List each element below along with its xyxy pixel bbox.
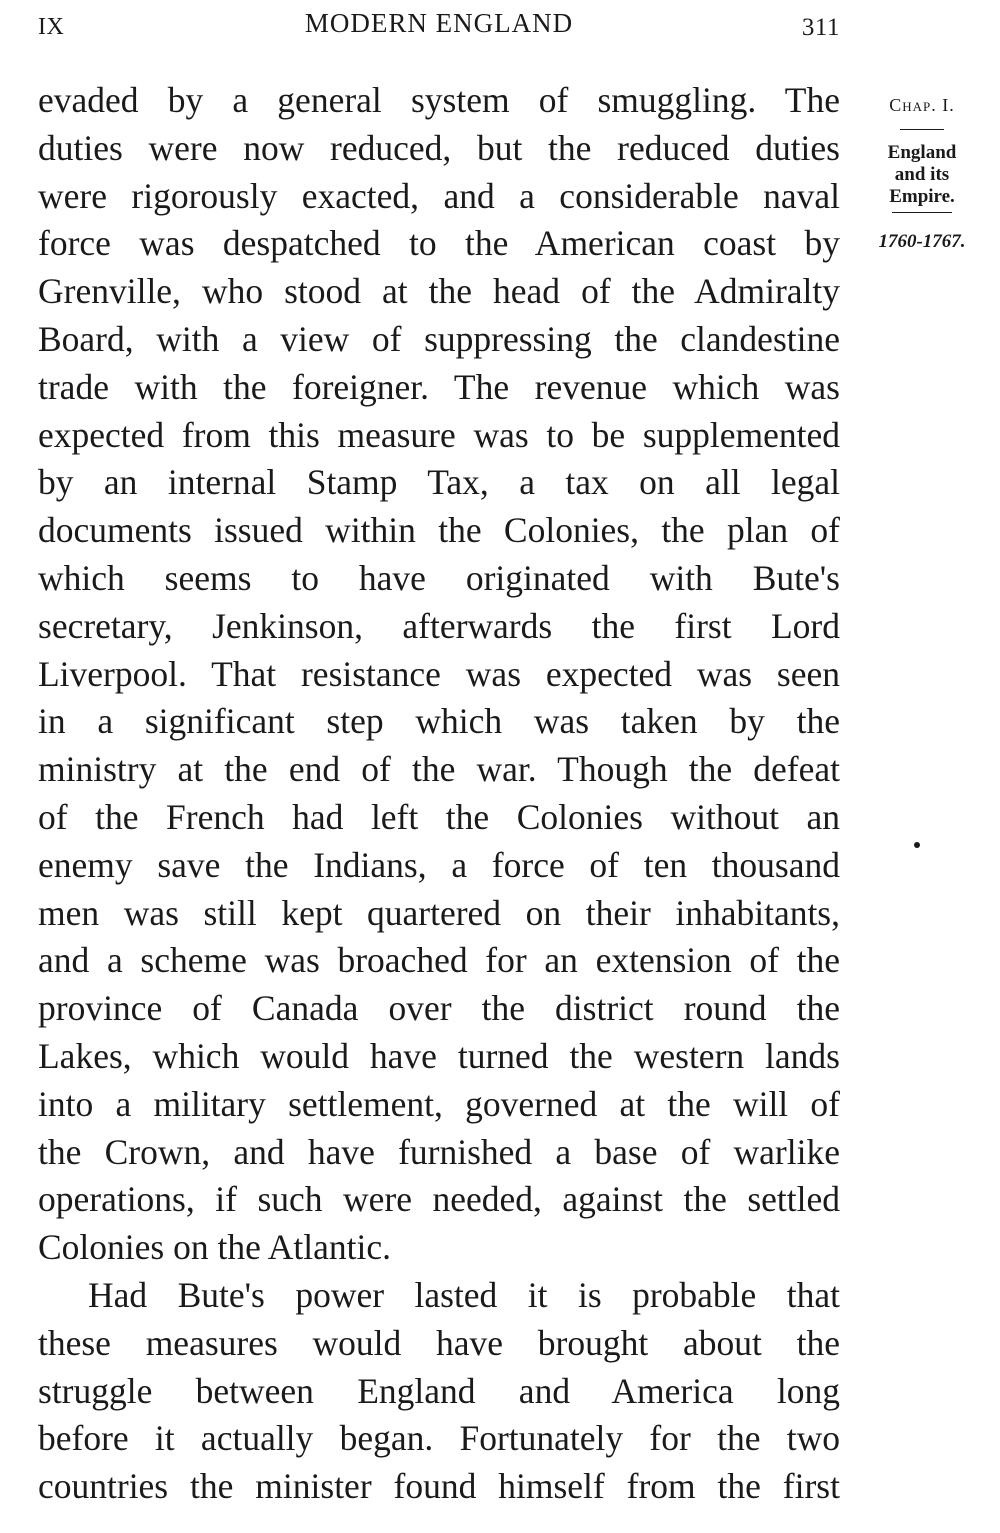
text-line: which seems to have originated with Bute's	[38, 557, 840, 598]
text-line: Lakes, which would have turned the western lands	[38, 1035, 840, 1076]
chapter-numeral: IX	[38, 14, 65, 40]
text-line: duties were now reduced, but the reduced duties	[38, 127, 840, 168]
margin-topic-line: Empire.	[889, 186, 955, 207]
running-title: MODERN ENGLAND	[304, 8, 574, 38]
text-line: Had Bute's power lasted it is probable that	[88, 1274, 840, 1315]
text-line: force was despatched to the American coast by	[38, 223, 840, 264]
page-number: 311	[801, 14, 840, 41]
text-line: countries the minister found himself from the first	[38, 1466, 840, 1507]
text-line: Liverpool. That resistance was expected was seen	[38, 653, 840, 694]
text-line: Grenville, who stood at the head of the Admiralty	[38, 271, 840, 312]
text-line: by an internal Stamp Tax, a tax on all legal	[38, 462, 840, 503]
text-line: expected from this measure was to be supplemented	[38, 414, 840, 455]
text-line: and a scheme was broached for an extension of the	[38, 940, 840, 981]
text-line: men was still kept quartered on their inhabitants,	[38, 892, 840, 933]
margin-topic-line: and its	[894, 164, 950, 185]
text-line: struggle between England and America long	[38, 1370, 840, 1411]
running-head	[38, 8, 840, 48]
margin-rule	[900, 129, 944, 130]
text-line: secretary, Jenkinson, afterwards the first Lord	[38, 605, 840, 646]
text-line: enemy save the Indians, a force of ten thousand	[38, 844, 840, 885]
text-line: the Crown, and have furnished a base of warlike	[38, 1131, 840, 1172]
text-line: of the French had left the Colonies without an	[38, 796, 840, 837]
text-line: evaded by a general system of smuggling. The	[38, 80, 840, 120]
margin-rule	[892, 212, 952, 213]
text-line: trade with the foreigner. The revenue which was	[38, 366, 840, 407]
text-line: Colonies on the Atlantic.	[38, 1227, 391, 1268]
text-line: ministry at the end of the war. Though the defeat	[38, 749, 840, 790]
margin-note	[862, 95, 982, 253]
margin-topic-line: England	[887, 142, 957, 163]
text-line: documents issued within the Colonies, the plan of	[38, 510, 840, 551]
text-line: these measures would have brought about the	[38, 1322, 840, 1363]
margin-dates: 1760-1767.	[878, 231, 966, 252]
body-text	[38, 77, 840, 1511]
text-line: in a significant step which was taken by the	[38, 701, 840, 742]
ink-speck	[914, 842, 920, 848]
margin-chapter: Chap. I.	[889, 95, 955, 115]
text-line: Board, with a view of suppressing the clandestine	[38, 318, 840, 359]
text-line: operations, if such were needed, against the settled	[38, 1179, 840, 1220]
text-line: before it actually began. Fortunately for the two	[38, 1418, 840, 1459]
text-line: into a military settlement, governed at the will of	[38, 1083, 840, 1124]
text-line: were rigorously exacted, and a considerable naval	[38, 175, 840, 216]
text-line: province of Canada over the district round the	[38, 988, 840, 1029]
